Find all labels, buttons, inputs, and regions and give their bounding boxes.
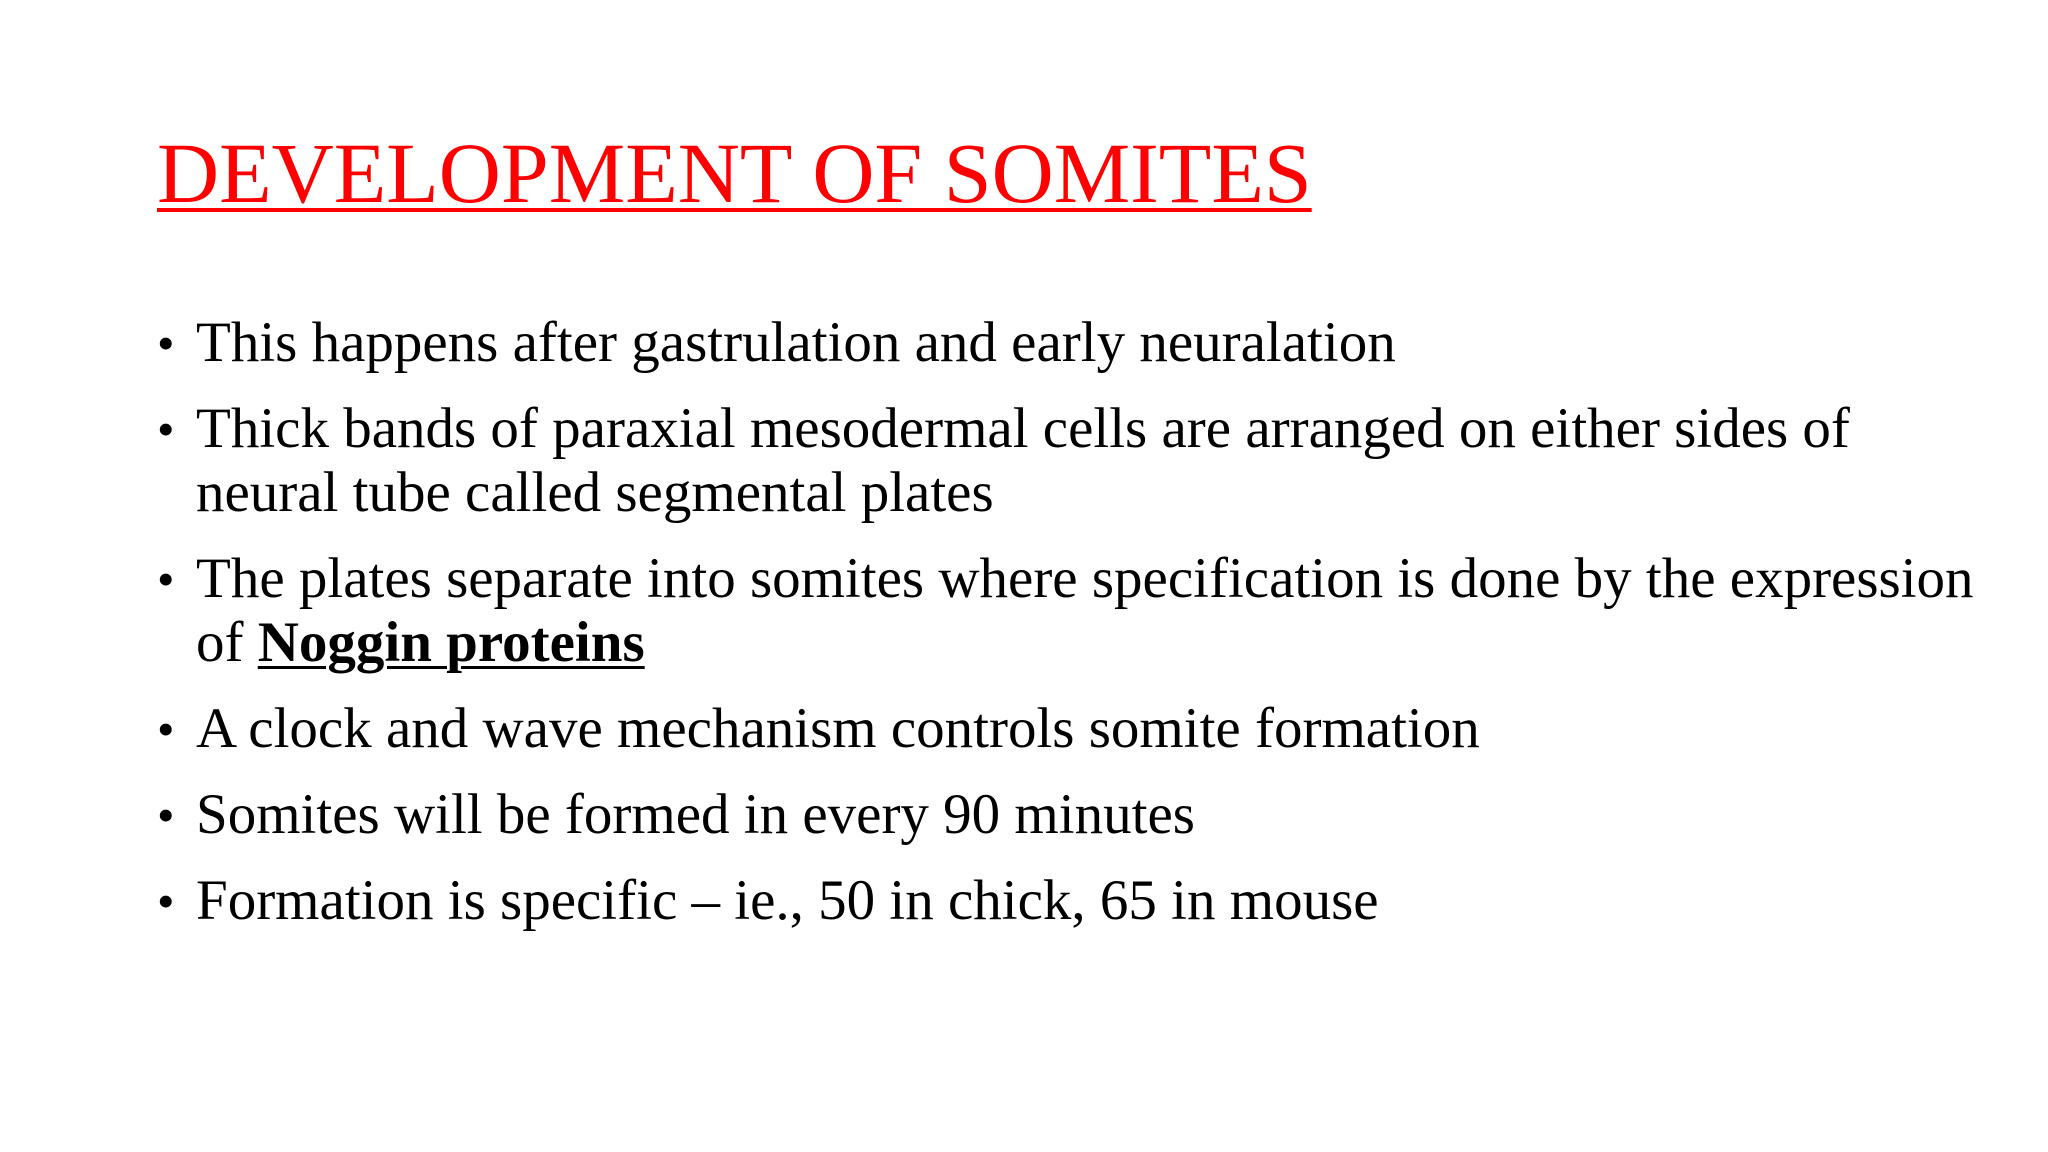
noggin-proteins-emphasis: Noggin proteins xyxy=(257,611,645,674)
bullet-icon: • xyxy=(157,787,175,843)
bullet-icon: • xyxy=(157,315,175,371)
bullet-text: Somites will be formed in every 90 minutes xyxy=(196,783,1195,846)
list-item xyxy=(157,547,1977,675)
list-item xyxy=(157,697,1977,761)
slide-title: DEVELOPMENT OF SOMITES xyxy=(157,125,1312,221)
list-item xyxy=(157,311,1977,375)
list-item xyxy=(157,397,1977,525)
bullet-icon: • xyxy=(157,873,175,929)
bullet-list xyxy=(157,311,1977,933)
bullet-text: A clock and wave mechanism controls somite formation xyxy=(196,697,1480,760)
bullet-icon: • xyxy=(157,701,175,757)
list-item xyxy=(157,783,1977,847)
bullet-text: This happens after gastrulation and early neuralation xyxy=(196,311,1396,374)
bullet-text: Thick bands of paraxial mesodermal cells are arranged on either sides of neural tube called segmental plates xyxy=(196,397,1850,524)
list-item xyxy=(157,869,1977,933)
bullet-text: The plates separate into somites where specification is done by the expression of xyxy=(196,547,1974,674)
bullet-text: Formation is specific – ie., 50 in chick, 65 in mouse xyxy=(196,869,1379,932)
bullet-icon: • xyxy=(157,551,175,607)
bullet-icon: • xyxy=(157,401,175,457)
